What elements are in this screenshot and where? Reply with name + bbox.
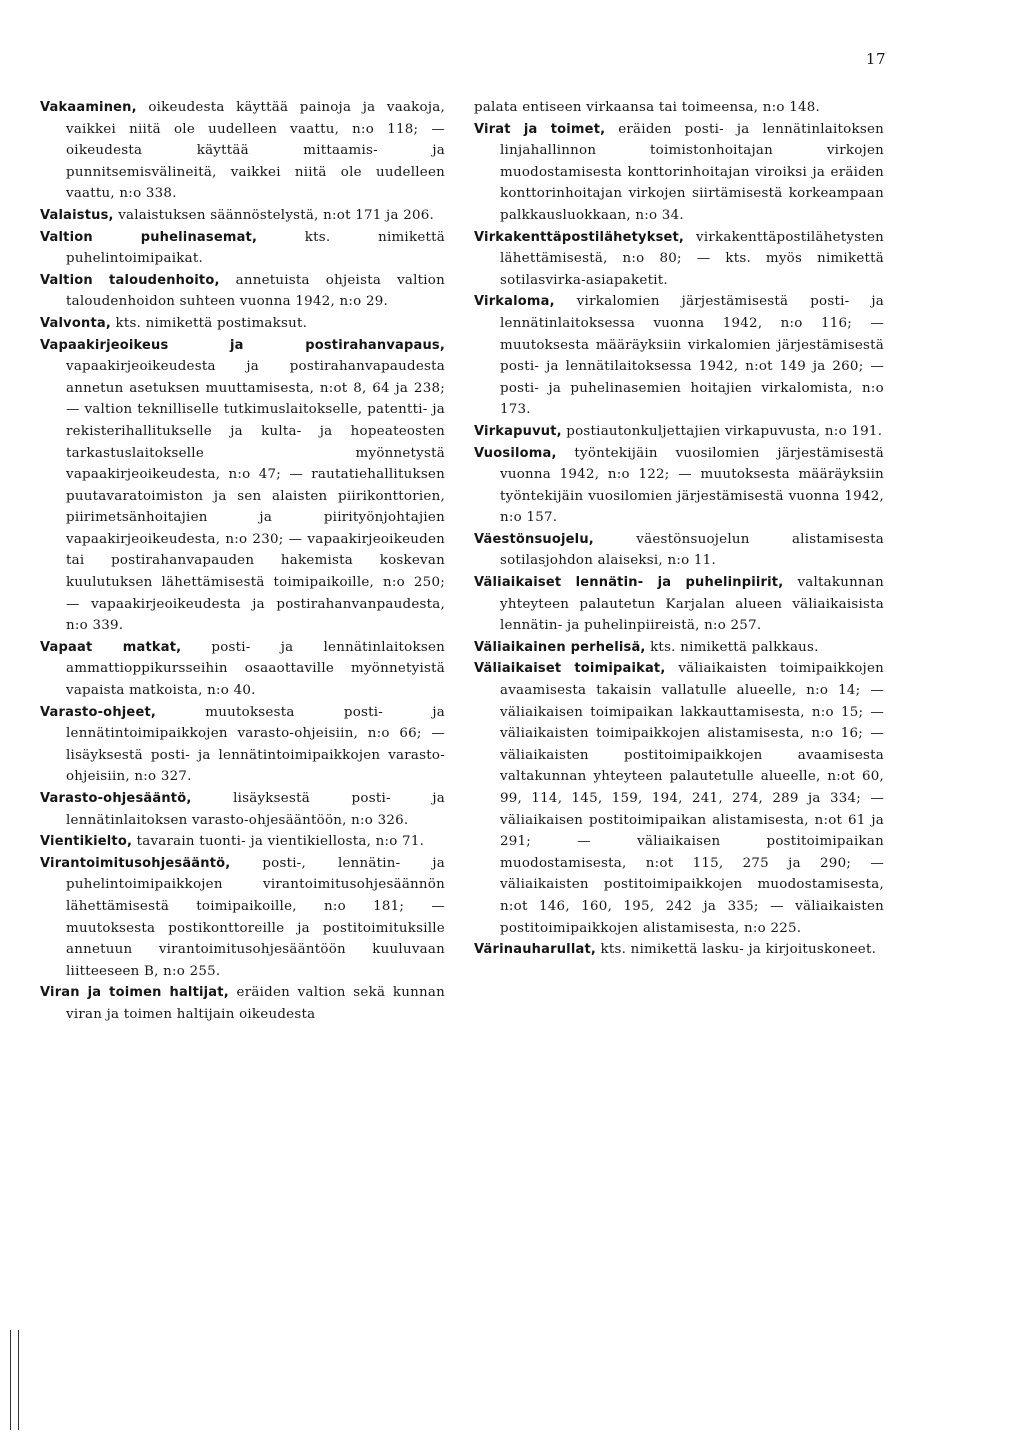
index-entry <box>474 443 884 529</box>
index-entry <box>474 939 884 961</box>
entry-text: posti- ja lennätinlaitoksen ammattioppikursseihin osaaottaville myönnetyistä vapaista matkoista, n:o 40. <box>66 639 445 699</box>
page-number: 17 <box>865 50 886 68</box>
index-entry <box>474 572 884 637</box>
entry-text: väestönsuojelun alistamisesta sotilasjohdon alaiseksi, n:o 11. <box>500 531 884 569</box>
entry-text: vapaakirjeoikeudesta ja postirahanvapaudesta annetun asetuksen muuttamisesta, n:ot 8, 64 ja 238; — valtion teknilliselle tutkimuslaitokselle, patentti- ja rekisterihallitukselle ja kulta- ja hopeateosten tarkastuslaitokselle myönnetystä vapaakirjeoikeudesta, n:o 47; — rautatiehallituksen puutavaratoimiston ja sen alaisten piirikonttorien, piirimetsänhoitajien ja piirityönjohtajien vapaakirjeoikeudesta, n:o 230; — vapaakirjeoikeuden tai postirahanvapauden hakemista koskevan kuulutuksen lähettämisestä toimipaikoille, n:o 250; — vapaakirjeoikeudesta ja postirahanvanpaudesta, n:o 339. <box>66 359 445 634</box>
scan-edge-marks <box>0 1330 30 1430</box>
entry-text: lisäyksestä posti- ja lennätinlaitoksen varasto-ohjesääntöön, n:o 326. <box>66 791 445 828</box>
entry-text: postiautonkuljettajien virkapuvusta, n:o 191. <box>561 423 883 439</box>
entry-text: virkalomien järjestämisestä posti- ja lennätinlaitoksessa vuonna 1942, n:o 116; — muutoksesta määräyksiin virkalomien järjestämisestä posti- ja lennätilaitoksessa 1942, n:ot 149 ja 260; — posti- ja puhelinasemien hoitajien virkalomista, n:o 173. <box>500 294 884 418</box>
scan-edge-line <box>18 1330 19 1430</box>
index-entry <box>40 853 445 983</box>
entry-heading: Varasto-ohjesääntö, <box>40 791 192 806</box>
index-entry-continued <box>474 97 884 119</box>
index-entry <box>474 291 884 421</box>
entry-heading: Vapaakirjeoikeus ja postirahanvapaus, <box>40 337 445 353</box>
entry-heading: Valtion taloudenhoito, <box>40 272 220 288</box>
index-entry <box>474 658 884 939</box>
index-entry <box>40 702 445 788</box>
entry-text: tavarain tuonti- ja vientikiellosta, n:o 71. <box>132 834 425 850</box>
entry-heading: Väestönsuojelu, <box>474 531 594 547</box>
entry-text: eräiden valtion sekä kunnan viran ja toimen haltijain oikeudesta <box>66 985 445 1022</box>
entry-text: kts. nimikettä palkkaus. <box>645 639 819 655</box>
entry-heading: Vapaat matkat, <box>40 639 182 655</box>
entry-heading: Vientikielto, <box>40 834 133 850</box>
entry-heading: Vakaaminen, <box>40 100 137 115</box>
entry-text: väliaikaisten toimipaikkojen avaamisesta takaisin vallatulle alueelle, n:o 14; — väliaikaisen toimipaikan lakkauttamisesta, n:o 15; — väliaikaisten toimipaikkojen alistamisesta, n:o 16; — väliaikaisten postitoimipaikkojen avaamisesta valtakunnan yhteyteen palautetulle alueelle, n:ot 60, 99, 114, 145, 159, 194, 241, 274, 289 ja 334; — väliaikaisen postitoimipaikan alistamisesta, n:ot 61 ja 291; — väliaikaisen postitoimipaikan muodostamisesta, n:ot 115, 275 ja 290; — väliaikaisten postitoimipaikkojen muodostamisesta, n:ot 146, 160, 195, 242 ja 335; — väliaikaisten postitoimipaikkojen alistamisesta, n:o 225. <box>500 661 885 936</box>
entry-text: valaistuksen säännöstelystä, n:ot 171 ja 206. <box>113 207 435 223</box>
entry-heading: Virkapuvut, <box>474 423 562 439</box>
entry-text: muutoksesta posti- ja lennätintoimipaikkojen varasto-ohjeisiin, n:o 66; — lisäyksestä posti- ja lennätintoimipaikkojen varasto-ohjeisiin, n:o 327. <box>66 704 445 785</box>
index-entry <box>40 982 445 1025</box>
index-entry <box>474 227 884 292</box>
entry-text: palata entiseen virkaansa tai toimeensa, n:o 148. <box>474 100 821 115</box>
index-column-left <box>40 97 445 1026</box>
index-entry <box>40 637 445 702</box>
entry-text: valtakunnan yhteyteen palautetun Karjalan alueen väliaikaisista lennätin- ja puhelinpiireistä, n:o 257. <box>500 575 884 634</box>
index-entry <box>40 335 445 637</box>
index-entry <box>474 637 884 659</box>
index-entry <box>40 227 445 270</box>
entry-text: kts. nimikettä lasku- ja kirjoituskoneet. <box>596 942 877 958</box>
index-entry <box>40 270 445 313</box>
entry-heading: Väliaikaiset toimipaikat, <box>474 661 666 677</box>
entry-heading: Väliaikaiset lennätin- ja puhelinpiirit, <box>474 575 784 591</box>
entry-text: työntekijäin vuosilomien järjestämisestä vuonna 1942, n:o 122; — muutoksesta määräyksiin työntekijäin vuosilomien järjestämisestä vuonna 1942, n:o 157. <box>500 445 884 526</box>
index-entry <box>40 313 445 335</box>
entry-heading: Värinauharullat, <box>474 942 597 958</box>
entry-text: eräiden posti- ja lennätinlaitoksen linjahallinnon toimistonhoitajan virkojen muodostamisesta konttorinhoitajan viroiksi ja eräiden konttorinhoitajan virkojen siirtämisestä korkeampaan palkkausluokkaan, n:o 34. <box>500 121 884 223</box>
scan-edge-line <box>10 1330 11 1430</box>
entry-text: kts. nimikettä postimaksut. <box>110 315 308 331</box>
index-entry <box>40 788 445 831</box>
entry-heading: Valtion puhelinasemat, <box>40 229 258 245</box>
entry-heading: Virantoimitusohjesääntö, <box>40 855 231 871</box>
entry-text: annetuista ohjeista valtion taloudenhoidon suhteen vuonna 1942, n:o 29. <box>66 272 445 310</box>
index-entry <box>40 205 445 227</box>
entry-heading: Vuosiloma, <box>474 445 557 461</box>
entry-heading: Väliaikainen perhelisä, <box>474 639 646 655</box>
entry-heading: Varasto-ohjeet, <box>40 704 157 720</box>
index-entry <box>474 421 884 443</box>
entry-heading: Viran ja toimen haltijat, <box>40 985 229 1001</box>
entry-heading: Virat ja toimet, <box>474 121 606 137</box>
entry-text: oikeudesta käyttää painoja ja vaakoja, vaikkei niitä ole uudelleen vaattu, n:o 118; — oikeudesta käyttää mittaamis- ja punnitsemisvälineitä, vaikkei niitä ole uudelleen vaattu, n:o 338. <box>66 100 445 202</box>
index-entry <box>474 119 884 227</box>
index-entry <box>474 529 884 572</box>
index-entry <box>40 831 445 853</box>
entry-heading: Virkakenttäpostilähetykset, <box>474 229 685 245</box>
entry-heading: Virkaloma, <box>474 294 555 310</box>
entry-heading: Valvonta, <box>40 315 111 331</box>
index-column-right <box>474 97 884 961</box>
entry-text: kts. nimikettä puhelintoimipaikat. <box>66 229 445 267</box>
entry-text: posti-, lennätin- ja puhelintoimipaikkojen virantoimitusohjesäännön lähettämisestä toimipaikoille, n:o 181; — muutoksesta postikonttoreille ja postitoimituksille annetuun virantoimitusohjesääntöön kuuluvaan liitteeseen B, n:o 255. <box>66 855 445 979</box>
entry-heading: Valaistus, <box>40 207 114 223</box>
entry-text: virkakenttäpostilähetysten lähettämisestä, n:o 80; — kts. myös nimikettä sotilasvirka-asiapaketit. <box>500 229 884 288</box>
index-entry <box>40 97 445 205</box>
